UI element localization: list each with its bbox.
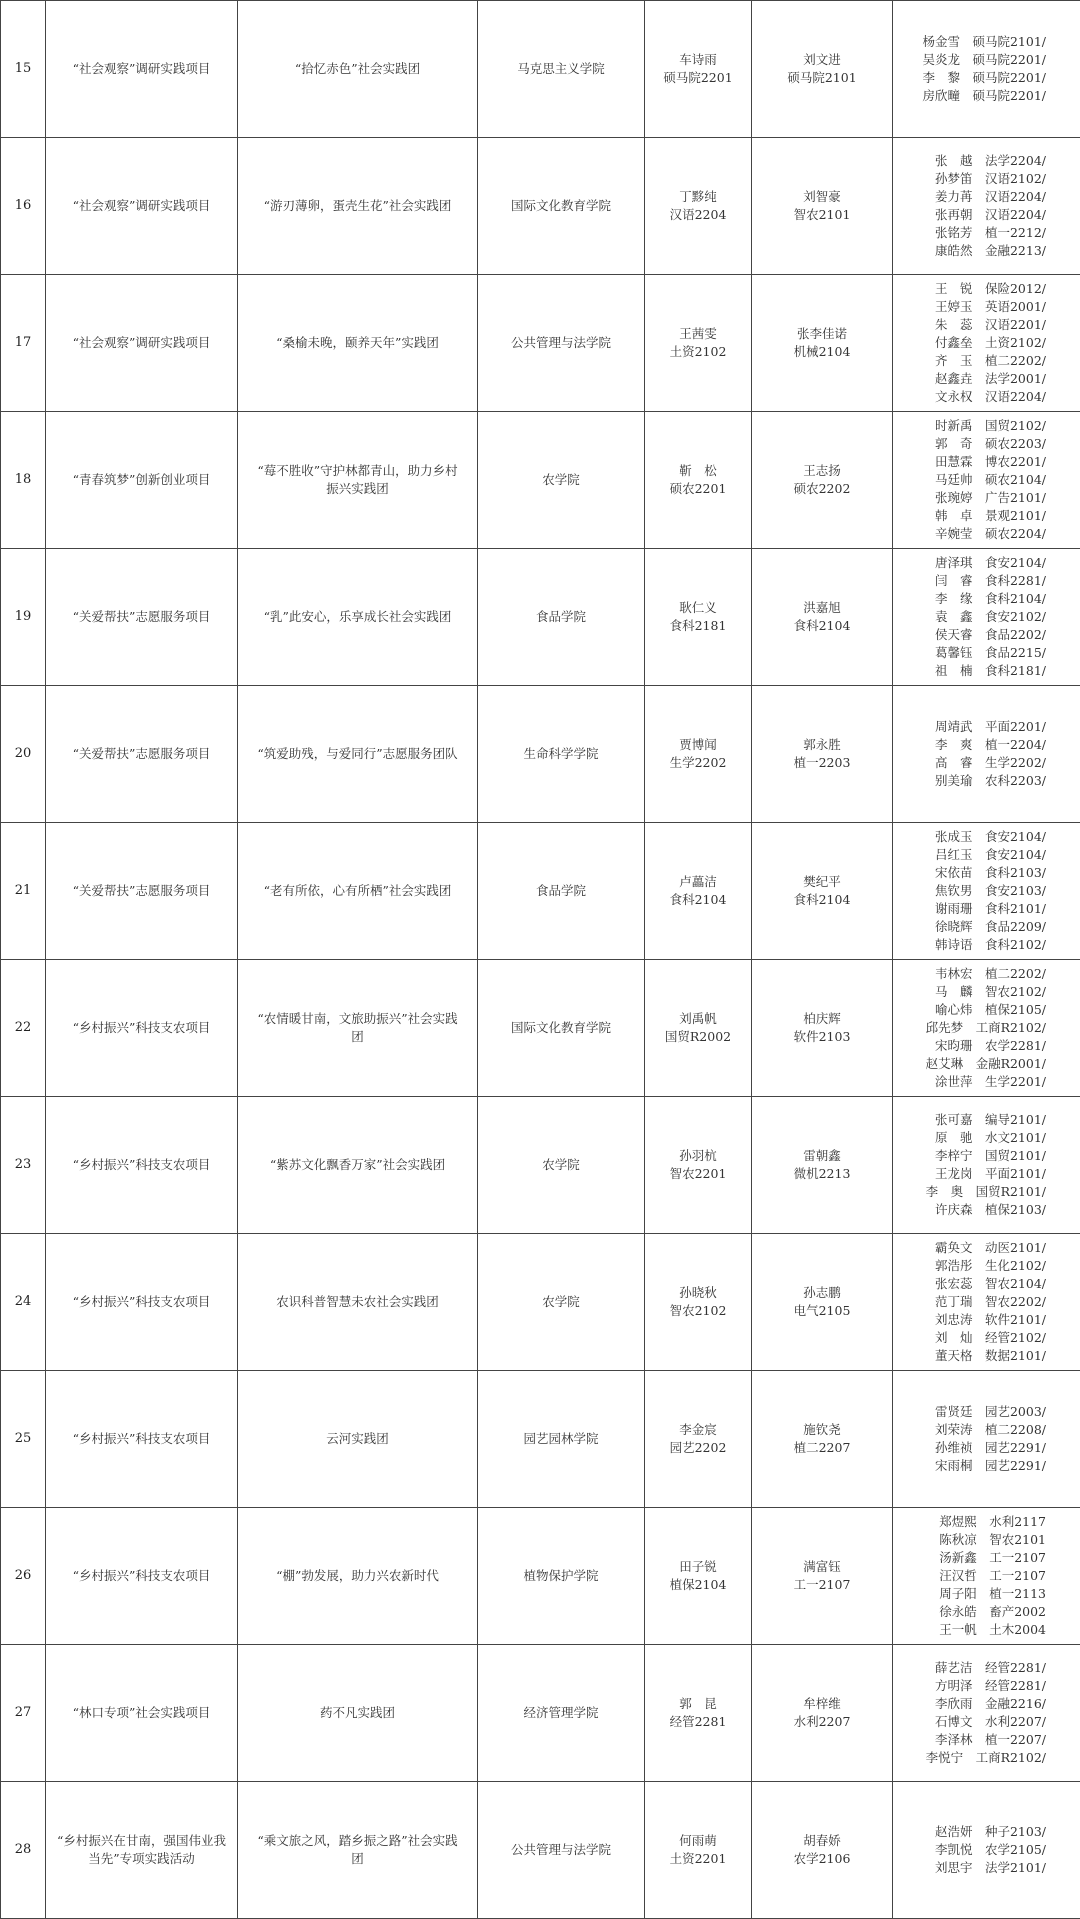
team-leader <box>645 1782 752 1919</box>
team-members <box>893 138 1080 275</box>
table-row <box>1 686 1080 823</box>
project-type: “社会观察”调研实践项目 <box>46 1 238 138</box>
project-type: “关爱帮扶”志愿服务项目 <box>46 686 238 823</box>
member-entry: 付鑫垒 土资2102/ <box>893 334 1046 352</box>
member-entry: 张再朝 汉语2204/ <box>893 206 1046 224</box>
member-entry: 许庆森 植保2103/ <box>893 1201 1046 1219</box>
member-entry: 时新禹 国贸2102/ <box>893 417 1046 435</box>
team-members <box>893 960 1080 1097</box>
leader-line: 卢藟洁 <box>645 873 751 891</box>
advisor <box>752 1 893 138</box>
team-name: 农识科普智慧未农社会实践团 <box>238 1234 478 1371</box>
advisor <box>752 1234 893 1371</box>
leader-line: 贾博闻 <box>645 736 751 754</box>
row-number: 28 <box>1 1782 46 1919</box>
team-members <box>893 1 1080 138</box>
member-entry: 赵浩妍 种子2103/ <box>893 1823 1046 1841</box>
leader-line: 汉语2204 <box>645 206 751 224</box>
project-type: “乡村振兴”科技支农项目 <box>46 960 238 1097</box>
leader-line: 经管2281 <box>645 1713 751 1731</box>
member-entry: 霸奂文 动医2101/ <box>893 1239 1046 1257</box>
leader-line: 何雨萌 <box>645 1832 751 1850</box>
advisor-line: 郭永胜 <box>752 736 892 754</box>
member-entry: 韩诗语 食科2102/ <box>893 936 1046 954</box>
advisor <box>752 138 893 275</box>
advisor-line: 柏庆辉 <box>752 1010 892 1028</box>
team-name: 云河实践团 <box>238 1371 478 1508</box>
team-leader <box>645 138 752 275</box>
row-number: 16 <box>1 138 46 275</box>
leader-line: 食科2181 <box>645 617 751 635</box>
advisor-line: 硕农2202 <box>752 480 892 498</box>
member-entry: 宋雨桐 园艺2291/ <box>893 1457 1046 1475</box>
advisor <box>752 1645 893 1782</box>
member-entry: 姜力苒 汉语2204/ <box>893 188 1046 206</box>
member-entry: 薛艺洁 经管2281/ <box>893 1659 1046 1677</box>
member-entry: 王婷玉 英语2001/ <box>893 298 1046 316</box>
advisor-line: 植一2203 <box>752 754 892 772</box>
member-entry: 宋依苗 食科2103/ <box>893 864 1046 882</box>
member-entry: 方明泽 经管2281/ <box>893 1677 1046 1695</box>
member-entry: 康皓然 金融2213/ <box>893 242 1046 260</box>
member-entry: 邱先梦 工商R2102/ <box>893 1019 1046 1037</box>
table-row <box>1 549 1080 686</box>
team-name: “老有所依，心有所栖”社会实践团 <box>238 823 478 960</box>
team-leader <box>645 1371 752 1508</box>
advisor-line: 满富钰 <box>752 1558 892 1576</box>
advisor-line: 刘智豪 <box>752 188 892 206</box>
advisor-line: 胡春娇 <box>752 1832 892 1850</box>
advisor-line: 水利2207 <box>752 1713 892 1731</box>
advisor <box>752 960 893 1097</box>
project-type: “乡村振兴”科技支农项目 <box>46 1234 238 1371</box>
member-entry: 赵艾琳 金融R2001/ <box>893 1055 1046 1073</box>
college-name: 经济管理学院 <box>478 1645 645 1782</box>
table-row <box>1 1645 1080 1782</box>
project-type: “林口专项”社会实践项目 <box>46 1645 238 1782</box>
team-name: “农情暖甘南，文旅助振兴”社会实践团 <box>238 960 478 1097</box>
table-row <box>1 412 1080 549</box>
member-entry: 石博文 水利2207/ <box>893 1713 1046 1731</box>
row-number: 15 <box>1 1 46 138</box>
member-entry: 刘荣涛 植二2208/ <box>893 1421 1046 1439</box>
advisor-line: 食科2104 <box>752 891 892 909</box>
member-entry: 谢雨珊 食科2101/ <box>893 900 1046 918</box>
advisor-line: 植二2207 <box>752 1439 892 1457</box>
leader-line: 王茜雯 <box>645 325 751 343</box>
member-entry: 祖 楠 食科2181/ <box>893 662 1046 680</box>
advisor <box>752 412 893 549</box>
member-entry: 田慧霖 博农2201/ <box>893 453 1046 471</box>
leader-line: 土资2102 <box>645 343 751 361</box>
team-leader <box>645 686 752 823</box>
member-entry: 李 缘 食科2104/ <box>893 590 1046 608</box>
team-leader <box>645 1097 752 1234</box>
row-number: 18 <box>1 412 46 549</box>
team-leader <box>645 412 752 549</box>
leader-line: 孙羽杭 <box>645 1147 751 1165</box>
member-entry: 李 爽 植一2204/ <box>893 736 1046 754</box>
advisor <box>752 686 893 823</box>
member-entry: 原 驰 水文2101/ <box>893 1129 1046 1147</box>
team-leader <box>645 1645 752 1782</box>
member-entry: 别美瑜 农科2203/ <box>893 772 1046 790</box>
member-entry: 李 黎 硕马院2201/ <box>893 69 1046 87</box>
college-name: 农学院 <box>478 1234 645 1371</box>
member-entry: 李凯悦 农学2105/ <box>893 1841 1046 1859</box>
row-number: 23 <box>1 1097 46 1234</box>
member-entry: 张成玉 食安2104/ <box>893 828 1046 846</box>
member-entry: 孙梦笛 汉语2102/ <box>893 170 1046 188</box>
row-number: 19 <box>1 549 46 686</box>
college-name: 公共管理与法学院 <box>478 1782 645 1919</box>
member-entry: 刘思宇 法学2101/ <box>893 1859 1046 1877</box>
advisor <box>752 275 893 412</box>
project-type: “关爱帮扶”志愿服务项目 <box>46 823 238 960</box>
member-entry: 郭 奇 硕农2203/ <box>893 435 1046 453</box>
row-number: 25 <box>1 1371 46 1508</box>
college-name: 马克思主义学院 <box>478 1 645 138</box>
project-type: “乡村振兴”科技支农项目 <box>46 1097 238 1234</box>
leader-line: 田子锐 <box>645 1558 751 1576</box>
leader-line: 智农2201 <box>645 1165 751 1183</box>
leader-line: 刘禹帆 <box>645 1010 751 1028</box>
member-entry: 涂世萍 生学2201/ <box>893 1073 1046 1091</box>
member-entry: 杨金雪 硕马院2101/ <box>893 33 1046 51</box>
college-name: 公共管理与法学院 <box>478 275 645 412</box>
member-entry: 吴炎龙 硕马院2201/ <box>893 51 1046 69</box>
table-row <box>1 1371 1080 1508</box>
table-body <box>1 1 1080 1919</box>
team-leader <box>645 960 752 1097</box>
leader-line: 国贸R2002 <box>645 1028 751 1046</box>
team-members <box>893 275 1080 412</box>
row-number: 24 <box>1 1234 46 1371</box>
member-entry: 范丁瑞 智农2202/ <box>893 1293 1046 1311</box>
member-entry: 侯天睿 食品2202/ <box>893 626 1046 644</box>
table-row <box>1 1234 1080 1371</box>
team-members <box>893 549 1080 686</box>
member-entry: 李梓宁 国贸2101/ <box>893 1147 1046 1165</box>
member-entry: 喻心炜 植保2105/ <box>893 1001 1046 1019</box>
row-number: 22 <box>1 960 46 1097</box>
project-type: “关爱帮扶”志愿服务项目 <box>46 549 238 686</box>
team-members <box>893 1645 1080 1782</box>
member-entry: 张铭芳 植一2212/ <box>893 224 1046 242</box>
team-name: “紫苏文化飘香万家”社会实践团 <box>238 1097 478 1234</box>
team-leader <box>645 1234 752 1371</box>
member-entry: 徐晓辉 食品2209/ <box>893 918 1046 936</box>
leader-line: 孙晓秋 <box>645 1284 751 1302</box>
advisor-line: 硕马院2101 <box>752 69 892 87</box>
project-type: “社会观察”调研实践项目 <box>46 138 238 275</box>
project-type: “乡村振兴在甘南，强国伟业我当先”专项实践活动 <box>46 1782 238 1919</box>
member-entry: 唐泽琪 食安2104/ <box>893 554 1046 572</box>
member-entry: 韦林宏 植二2202/ <box>893 965 1046 983</box>
member-entry: 赵鑫垚 法学2001/ <box>893 370 1046 388</box>
member-entry: 张可嘉 编导2101/ <box>893 1111 1046 1129</box>
member-entry: 徐永皓 畜产2002 <box>893 1603 1046 1621</box>
team-members <box>893 1371 1080 1508</box>
advisor <box>752 1371 893 1508</box>
table-row <box>1 960 1080 1097</box>
team-leader <box>645 549 752 686</box>
member-entry: 周子阳 植一2113 <box>893 1585 1046 1603</box>
table-row <box>1 1508 1080 1645</box>
project-type: “青春筑梦”创新创业项目 <box>46 412 238 549</box>
leader-line: 园艺2202 <box>645 1439 751 1457</box>
member-entry: 周靖武 平面2201/ <box>893 718 1046 736</box>
table-row <box>1 1 1080 138</box>
advisor-line: 软件2103 <box>752 1028 892 1046</box>
team-name: 药不凡实践团 <box>238 1645 478 1782</box>
table-row <box>1 138 1080 275</box>
leader-line: 耿仁义 <box>645 599 751 617</box>
advisor-line: 王志扬 <box>752 462 892 480</box>
advisor-line: 洪嘉旭 <box>752 599 892 617</box>
member-entry: 葛馨钰 食品2215/ <box>893 644 1046 662</box>
table-row <box>1 275 1080 412</box>
member-entry: 李泽林 植一2207/ <box>893 1731 1046 1749</box>
advisor-line: 施钦尧 <box>752 1421 892 1439</box>
member-entry: 焦钦男 食安2103/ <box>893 882 1046 900</box>
member-entry: 袁 鑫 食安2102/ <box>893 608 1046 626</box>
college-name: 农学院 <box>478 1097 645 1234</box>
member-entry: 雷贤廷 园艺2003/ <box>893 1403 1046 1421</box>
project-type: “乡村振兴”科技支农项目 <box>46 1371 238 1508</box>
table-row <box>1 1097 1080 1234</box>
member-entry: 张宏蕊 智农2104/ <box>893 1275 1046 1293</box>
member-entry: 韩 卓 景观2101/ <box>893 507 1046 525</box>
advisor <box>752 1782 893 1919</box>
leader-line: 丁黟纯 <box>645 188 751 206</box>
team-leader <box>645 275 752 412</box>
leader-line: 李金宸 <box>645 1421 751 1439</box>
advisor-line: 张李佳诺 <box>752 325 892 343</box>
project-type: “社会观察”调研实践项目 <box>46 275 238 412</box>
member-entry: 张琬婷 广告2101/ <box>893 489 1046 507</box>
row-number: 27 <box>1 1645 46 1782</box>
team-leader <box>645 1 752 138</box>
table-row <box>1 823 1080 960</box>
member-entry: 汪汉哲 工一2107 <box>893 1567 1046 1585</box>
member-entry: 郑煜熙 水利2117 <box>893 1513 1046 1531</box>
advisor-line: 微机2213 <box>752 1165 892 1183</box>
row-number: 26 <box>1 1508 46 1645</box>
college-name: 国际文化教育学院 <box>478 138 645 275</box>
leader-line: 靳 松 <box>645 462 751 480</box>
member-entry: 文永权 汉语2204/ <box>893 388 1046 406</box>
member-entry: 孙维祯 园艺2291/ <box>893 1439 1046 1457</box>
member-entry: 辛婉莹 硕农2204/ <box>893 525 1046 543</box>
team-leader <box>645 1508 752 1645</box>
advisor <box>752 549 893 686</box>
college-name: 国际文化教育学院 <box>478 960 645 1097</box>
member-entry: 房欣疃 硕马院2201/ <box>893 87 1046 105</box>
member-entry: 汤新鑫 工一2107 <box>893 1549 1046 1567</box>
team-members <box>893 823 1080 960</box>
table-row <box>1 1782 1080 1919</box>
advisor <box>752 1097 893 1234</box>
leader-line: 硕马院2201 <box>645 69 751 87</box>
member-entry: 李 奥 国贸R2101/ <box>893 1183 1046 1201</box>
row-number: 20 <box>1 686 46 823</box>
member-entry: 齐 玉 植二2202/ <box>893 352 1046 370</box>
row-number: 17 <box>1 275 46 412</box>
team-leader <box>645 823 752 960</box>
member-entry: 马 麟 智农2102/ <box>893 983 1046 1001</box>
leader-line: 硕农2201 <box>645 480 751 498</box>
leader-line: 智农2102 <box>645 1302 751 1320</box>
advisor-line: 工一2107 <box>752 1576 892 1594</box>
member-entry: 马廷帅 硕农2104/ <box>893 471 1046 489</box>
member-entry: 王龙岗 平面2101/ <box>893 1165 1046 1183</box>
leader-line: 生学2202 <box>645 754 751 772</box>
advisor-line: 牟梓维 <box>752 1695 892 1713</box>
advisor-line: 农学2106 <box>752 1850 892 1868</box>
advisor <box>752 1508 893 1645</box>
member-entry: 高 睿 生学2202/ <box>893 754 1046 772</box>
college-name: 食品学院 <box>478 549 645 686</box>
team-name: “桑榆未晚，颐养天年”实践团 <box>238 275 478 412</box>
member-entry: 吕红玉 食安2104/ <box>893 846 1046 864</box>
member-entry: 王 锐 保险2012/ <box>893 280 1046 298</box>
team-name: “拾忆赤色”社会实践团 <box>238 1 478 138</box>
team-members <box>893 412 1080 549</box>
advisor-line: 樊纪平 <box>752 873 892 891</box>
team-name: “乳”此安心，乐享成长社会实践团 <box>238 549 478 686</box>
college-name: 食品学院 <box>478 823 645 960</box>
advisor-line: 电气2105 <box>752 1302 892 1320</box>
college-name: 农学院 <box>478 412 645 549</box>
leader-line: 土资2201 <box>645 1850 751 1868</box>
advisor-line: 刘文进 <box>752 51 892 69</box>
member-entry: 刘忠涛 软件2101/ <box>893 1311 1046 1329</box>
member-entry: 董天格 数据2101/ <box>893 1347 1046 1365</box>
college-name: 生命科学学院 <box>478 686 645 823</box>
advisor-line: 孙志鹏 <box>752 1284 892 1302</box>
advisor-line: 食科2104 <box>752 617 892 635</box>
leader-line: 植保2104 <box>645 1576 751 1594</box>
team-name: “棚”勃发展，助力兴农新时代 <box>238 1508 478 1645</box>
member-entry: 朱 蕊 汉语2201/ <box>893 316 1046 334</box>
member-entry: 宋昀珊 农学2281/ <box>893 1037 1046 1055</box>
member-entry: 郭浩彤 生化2102/ <box>893 1257 1046 1275</box>
member-entry: 李欣雨 金融2216/ <box>893 1695 1046 1713</box>
team-members <box>893 686 1080 823</box>
team-name: “游刃薄卵，蛋壳生花”社会实践团 <box>238 138 478 275</box>
advisor-line: 机械2104 <box>752 343 892 361</box>
team-name: “莓不胜收”守护林都青山，助力乡村振兴实践团 <box>238 412 478 549</box>
advisor-line: 雷朝鑫 <box>752 1147 892 1165</box>
advisor <box>752 823 893 960</box>
team-members <box>893 1508 1080 1645</box>
member-entry: 陈秋凉 智农2101 <box>893 1531 1046 1549</box>
member-entry: 张 越 法学2204/ <box>893 152 1046 170</box>
leader-line: 食科2104 <box>645 891 751 909</box>
row-number: 21 <box>1 823 46 960</box>
leader-line: 车诗雨 <box>645 51 751 69</box>
member-entry: 李悦宁 工商R2102/ <box>893 1749 1046 1767</box>
team-name: “筑爱助残，与爱同行”志愿服务团队 <box>238 686 478 823</box>
team-members <box>893 1234 1080 1371</box>
project-type: “乡村振兴”科技支农项目 <box>46 1508 238 1645</box>
team-name: “乘文旅之风，踏乡振之路”社会实践团 <box>238 1782 478 1919</box>
leader-line: 郭 昆 <box>645 1695 751 1713</box>
member-entry: 王一帆 土木2004 <box>893 1621 1046 1639</box>
member-entry: 刘 灿 经管2102/ <box>893 1329 1046 1347</box>
advisor-line: 智农2101 <box>752 206 892 224</box>
team-members <box>893 1097 1080 1234</box>
team-members <box>893 1782 1080 1919</box>
college-name: 园艺园林学院 <box>478 1371 645 1508</box>
member-entry: 闫 睿 食科2281/ <box>893 572 1046 590</box>
college-name: 植物保护学院 <box>478 1508 645 1645</box>
